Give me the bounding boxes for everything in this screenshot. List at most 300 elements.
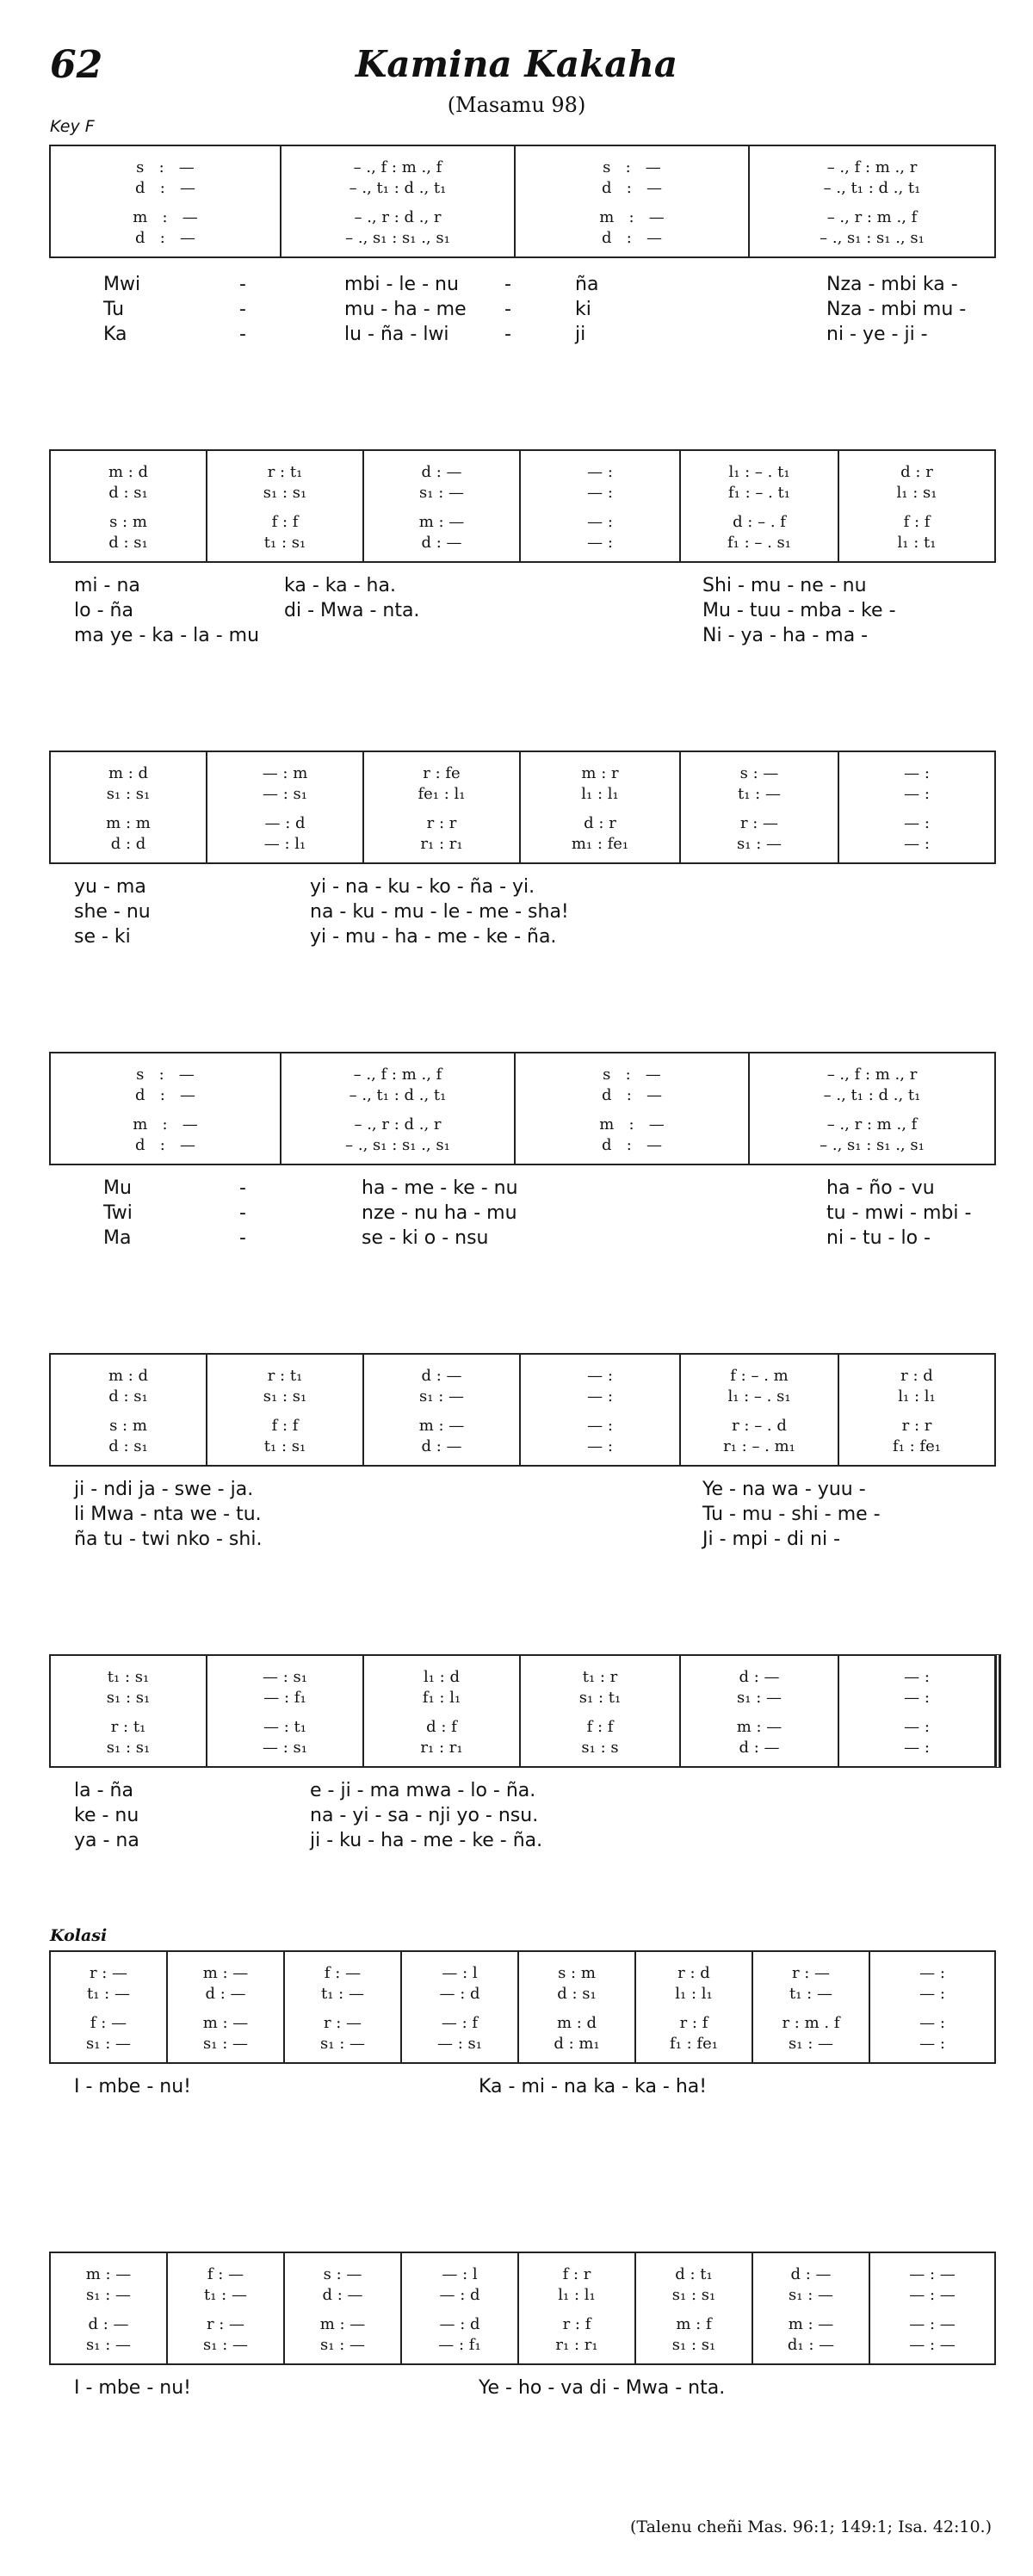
solfa-line: f : — xyxy=(324,1964,362,1982)
lyric-segment: Tu - mu - shi - me - xyxy=(702,1504,881,1525)
lyric-segment: - xyxy=(239,274,246,295)
solfa-line: s₁ : — xyxy=(320,2035,365,2053)
measure xyxy=(839,752,994,862)
solfa-line: — : xyxy=(904,835,930,853)
solfa-line: s₁ : — xyxy=(737,835,782,853)
measure xyxy=(521,1355,681,1465)
solfa-line: s₁ : — xyxy=(789,2035,833,2053)
solfa-line: — : xyxy=(904,785,930,803)
solfa-line: — : xyxy=(587,1367,613,1385)
solfa-line: s₁ : — xyxy=(203,2035,248,2053)
measure xyxy=(516,1053,750,1164)
music-staff xyxy=(49,1950,996,2064)
lyrics-block xyxy=(0,2377,1033,2402)
lyric-line xyxy=(0,1227,1033,1252)
measure xyxy=(207,1355,364,1465)
lyric-segment: yi - mu - ha - me - ke - ña. xyxy=(310,926,557,948)
measure xyxy=(519,1952,636,2062)
lyric-segment: ya - na xyxy=(74,1830,139,1851)
measure xyxy=(51,1355,207,1465)
lyric-segment: - xyxy=(504,324,511,345)
measure xyxy=(636,1952,753,2062)
lyric-segment: - xyxy=(239,324,246,345)
solfa-line: – ., t₁ : d ., t₁ xyxy=(823,179,921,197)
solfa-line: r₁ : – . m₁ xyxy=(723,1437,795,1455)
measure xyxy=(207,451,364,561)
solfa-line: d : — xyxy=(602,229,662,247)
solfa-line: d : – . f xyxy=(733,513,786,531)
measure xyxy=(681,1656,839,1766)
measure xyxy=(681,451,839,561)
solfa-line: s₁ : s xyxy=(581,1739,619,1757)
lyric-segment: she - nu xyxy=(74,901,151,923)
lyric-segment: e - ji - ma mwa - lo - ña. xyxy=(310,1780,536,1801)
solfa-line: — : xyxy=(587,1437,613,1455)
solfa-line: — : t₁ xyxy=(263,1718,306,1736)
measure xyxy=(516,146,750,256)
lyric-segment: I - mbe - nu! xyxy=(74,2377,191,2399)
solfa-line: – ., f : m ., f xyxy=(353,1066,442,1084)
lyric-segment: Ma xyxy=(103,1227,132,1249)
solfa-line: d : — xyxy=(421,534,462,552)
solfa-line: — : xyxy=(904,764,930,782)
lyric-segment: ha - ño - vu xyxy=(826,1177,935,1199)
solfa-line: m : d xyxy=(108,1367,149,1385)
measure xyxy=(207,1656,364,1766)
lyric-segment: lo - ña xyxy=(74,600,133,621)
solfa-line: r : r xyxy=(901,1417,932,1435)
solfa-line: d : d xyxy=(110,835,146,853)
solfa-line: s₁ : s₁ xyxy=(106,785,151,803)
lyric-line xyxy=(0,1504,1033,1529)
solfa-line: — : s₁ xyxy=(263,1739,307,1757)
solfa-line: t₁ : — xyxy=(789,1985,832,2003)
solfa-line: s₁ : — xyxy=(789,2286,833,2304)
solfa-line: r₁ : r₁ xyxy=(555,2336,598,2354)
solfa-line: — : xyxy=(587,1417,613,1435)
lyric-line xyxy=(0,299,1033,324)
lyrics-block xyxy=(0,1780,1033,1855)
lyric-segment: lu - ña - lwi xyxy=(344,324,449,345)
measure xyxy=(51,1053,281,1164)
solfa-line: — : l xyxy=(442,2265,478,2283)
solfa-line: r₁ : r₁ xyxy=(420,1739,463,1757)
page-number: 62 xyxy=(50,43,103,87)
measure xyxy=(51,1656,207,1766)
solfa-line: t₁ : s₁ xyxy=(263,1437,306,1455)
solfa-line: r : d xyxy=(900,1367,933,1385)
measure xyxy=(402,2253,519,2363)
measure xyxy=(51,1952,168,2062)
solfa-line: f₁ : – . s₁ xyxy=(727,534,791,552)
solfa-line: r : fe xyxy=(423,764,461,782)
solfa-line: s : — xyxy=(603,158,661,176)
solfa-line: r : – . d xyxy=(732,1417,787,1435)
lyric-segment: - xyxy=(239,1177,246,1199)
solfa-line: m₁ : fe₁ xyxy=(571,835,629,853)
solfa-line: f : – . m xyxy=(730,1367,789,1385)
measure xyxy=(519,2253,636,2363)
solfa-line: r : t₁ xyxy=(267,463,303,481)
solfa-line: s₁ : s₁ xyxy=(671,2286,716,2304)
solfa-line: – ., f : m ., r xyxy=(826,1066,918,1084)
solfa-line: m : — xyxy=(202,1964,249,1982)
solfa-line: d : — xyxy=(602,1086,662,1104)
measure xyxy=(364,451,521,561)
lyric-line xyxy=(0,1177,1033,1202)
solfa-line: s₁ : — xyxy=(419,1387,464,1405)
solfa-line: – ., s₁ : s₁ ., s₁ xyxy=(820,229,925,247)
solfa-line: — : xyxy=(919,2014,945,2032)
lyric-segment: ña tu - twi nko - shi. xyxy=(74,1529,263,1550)
solfa-line: s : — xyxy=(603,1066,661,1084)
solfa-line: m : — xyxy=(418,1417,465,1435)
solfa-line: – ., r : m ., f xyxy=(826,1115,918,1134)
solfa-line: s : — xyxy=(136,1066,195,1084)
solfa-line: f : f xyxy=(271,1417,299,1435)
lyric-segment: nze - nu ha - mu xyxy=(362,1202,517,1224)
solfa-line: f : f xyxy=(903,513,931,531)
solfa-line: r : t₁ xyxy=(110,1718,146,1736)
solfa-line: m : d xyxy=(108,764,149,782)
lyric-segment: ha - me - ke - nu xyxy=(362,1177,518,1199)
measure xyxy=(364,1656,521,1766)
solfa-line: – ., t₁ : d ., t₁ xyxy=(349,179,447,197)
solfa-line: — : d xyxy=(264,814,306,832)
solfa-line: d : — xyxy=(135,229,195,247)
solfa-line: — : xyxy=(904,1689,930,1707)
solfa-line: — : d xyxy=(439,2315,480,2333)
solfa-line: m : — xyxy=(418,513,465,531)
solfa-line: m : — xyxy=(319,2315,366,2333)
solfa-line: — : f₁ xyxy=(263,1689,306,1707)
solfa-line: — : xyxy=(904,1739,930,1757)
lyric-segment: tu - mwi - mbi - xyxy=(826,1202,972,1224)
solfa-line: r : — xyxy=(89,1964,128,1982)
solfa-line: r : — xyxy=(323,2014,362,2032)
lyrics-block xyxy=(0,1177,1033,1252)
solfa-line: d : — xyxy=(602,1136,662,1154)
measure xyxy=(750,146,994,256)
lyric-segment: ña xyxy=(575,274,599,295)
measure xyxy=(51,146,281,256)
measure xyxy=(207,752,364,862)
solfa-line: — : xyxy=(904,814,930,832)
measure xyxy=(521,752,681,862)
solfa-line: t₁ : s₁ xyxy=(107,1668,150,1686)
lyric-line xyxy=(0,1479,1033,1504)
solfa-line: l₁ : l₁ xyxy=(558,2286,596,2304)
measure xyxy=(636,2253,753,2363)
solfa-line: d : — xyxy=(602,179,662,197)
measure xyxy=(51,2253,168,2363)
lyric-segment: Ni - ya - ha - ma - xyxy=(702,625,869,646)
measure xyxy=(364,752,521,862)
lyric-segment: mu - ha - me xyxy=(344,299,467,320)
solfa-line: — : d xyxy=(439,2286,480,2304)
solfa-line: r : d xyxy=(677,1964,710,1982)
solfa-line: d : — xyxy=(322,2286,363,2304)
lyric-segment: - xyxy=(504,274,511,295)
solfa-line: d : — xyxy=(739,1668,780,1686)
lyric-segment: ka - ka - ha. xyxy=(284,575,396,596)
solfa-line: – ., t₁ : d ., t₁ xyxy=(349,1086,447,1104)
solfa-line: — : d xyxy=(439,1985,480,2003)
lyric-segment: - xyxy=(504,299,511,320)
measure xyxy=(51,451,207,561)
lyric-segment: Mwi xyxy=(103,274,141,295)
solfa-line: d : — xyxy=(421,1437,462,1455)
solfa-line: d : r xyxy=(584,814,616,832)
solfa-line: s₁ : s₁ xyxy=(671,2336,716,2354)
solfa-line: s₁ : — xyxy=(737,1689,782,1707)
lyric-line xyxy=(0,600,1033,625)
lyric-segment: mbi - le - nu xyxy=(344,274,459,295)
measure xyxy=(521,451,681,561)
lyric-segment: na - yi - sa - nji yo - nsu. xyxy=(310,1805,539,1826)
solfa-line: f₁ : l₁ xyxy=(422,1689,461,1707)
lyric-line xyxy=(0,1202,1033,1227)
solfa-line: m : d xyxy=(556,2014,597,2032)
measure xyxy=(285,2253,402,2363)
measure xyxy=(402,1952,519,2062)
solfa-line: s : — xyxy=(739,764,779,782)
lyric-segment: Ka - mi - na ka - ka - ha! xyxy=(479,2076,708,2097)
lyric-segment: Twi xyxy=(103,1202,133,1224)
solfa-line: d : — xyxy=(421,1367,462,1385)
solfa-line: d₁ : — xyxy=(787,2336,835,2354)
solfa-line: d : — xyxy=(135,1136,195,1154)
music-staff xyxy=(49,751,996,864)
lyric-segment: se - ki xyxy=(74,926,131,948)
solfa-line: — : xyxy=(587,513,613,531)
solfa-line: d : — xyxy=(739,1739,780,1757)
solfa-line: r : — xyxy=(206,2315,245,2333)
lyric-line xyxy=(0,575,1033,600)
solfa-line: r : r xyxy=(426,814,457,832)
solfa-line: s : m xyxy=(109,1417,147,1435)
solfa-line: — : f₁ xyxy=(438,2336,481,2354)
lyric-segment: ji - ku - ha - me - ke - ña. xyxy=(310,1830,543,1851)
solfa-line: – ., r : m ., f xyxy=(826,208,918,226)
lyric-line xyxy=(0,2377,1033,2402)
solfa-line: — : — xyxy=(909,2265,956,2283)
lyric-segment: na - ku - mu - le - me - sha! xyxy=(310,901,569,923)
solfa-line: m : — xyxy=(599,208,665,226)
solfa-line: – ., r : d ., r xyxy=(354,1115,442,1134)
solfa-line: l₁ : l₁ xyxy=(581,785,619,803)
music-staff xyxy=(49,1052,996,1165)
lyric-segment: ma ye - ka - la - mu xyxy=(74,625,260,646)
solfa-line: — : l₁ xyxy=(263,835,306,853)
lyric-line xyxy=(0,1529,1033,1554)
solfa-line: s : — xyxy=(136,158,195,176)
measure xyxy=(870,2253,994,2363)
measure xyxy=(281,1053,516,1164)
solfa-line: — : xyxy=(587,463,613,481)
solfa-line: – ., s₁ : s₁ ., s₁ xyxy=(345,1136,450,1154)
solfa-line: — : — xyxy=(909,2286,956,2304)
solfa-line: m : — xyxy=(133,1115,198,1134)
solfa-line: d : — xyxy=(88,2315,129,2333)
solfa-line: m : m xyxy=(106,814,151,832)
solfa-line: – ., f : m ., r xyxy=(826,158,918,176)
lyric-line xyxy=(0,625,1033,650)
hymn-subtitle: (Masamu 98) xyxy=(447,93,586,117)
music-staff xyxy=(49,449,996,563)
lyric-segment: Mu - tuu - mba - ke - xyxy=(702,600,896,621)
measure xyxy=(753,1952,870,2062)
solfa-line: — : m xyxy=(262,764,308,782)
lyric-segment: Tu xyxy=(103,299,125,320)
solfa-line: m : f xyxy=(676,2315,712,2333)
solfa-line: f : f xyxy=(586,1718,614,1736)
solfa-line: d : s₁ xyxy=(108,534,148,552)
solfa-line: fe₁ : l₁ xyxy=(418,785,466,803)
solfa-line: r : f xyxy=(679,2014,708,2032)
solfa-line: d : — xyxy=(790,2265,832,2283)
solfa-line: s : m xyxy=(109,513,147,531)
scripture-references: (Talenu cheñi Mas. 96:1; 149:1; Isa. 42:10.) xyxy=(629,2517,992,2536)
solfa-line: d : m₁ xyxy=(554,2035,600,2053)
lyric-line xyxy=(0,1780,1033,1805)
measure xyxy=(870,1952,994,2062)
lyric-segment: li Mwa - nta we - tu. xyxy=(74,1504,262,1525)
lyrics-block xyxy=(0,876,1033,951)
lyric-line xyxy=(0,926,1033,951)
solfa-line: r : — xyxy=(791,1964,831,1982)
key-signature: Key F xyxy=(50,117,95,136)
solfa-line: s₁ : s₁ xyxy=(263,1387,307,1405)
lyrics-block xyxy=(0,1479,1033,1554)
solfa-line: d : f xyxy=(426,1718,457,1736)
solfa-line: t₁ : r xyxy=(582,1668,618,1686)
lyric-segment: - xyxy=(239,299,246,320)
measure xyxy=(839,451,994,561)
lyric-segment: yi - na - ku - ko - ña - yi. xyxy=(310,876,535,898)
solfa-line: – ., s₁ : s₁ ., s₁ xyxy=(820,1136,925,1154)
solfa-line: s : m xyxy=(558,1964,596,1982)
solfa-line: d : — xyxy=(135,179,195,197)
solfa-line: — : xyxy=(919,1964,945,1982)
lyric-line xyxy=(0,274,1033,299)
lyric-segment: ke - nu xyxy=(74,1805,139,1826)
solfa-line: r : — xyxy=(739,814,779,832)
measure xyxy=(364,1355,521,1465)
solfa-line: m : — xyxy=(788,2315,834,2333)
solfa-line: t₁ : s₁ xyxy=(263,534,306,552)
lyric-segment: - xyxy=(239,1227,246,1249)
solfa-line: s₁ : s₁ xyxy=(106,1739,151,1757)
solfa-line: — : xyxy=(587,534,613,552)
lyric-segment: di - Mwa - nta. xyxy=(284,600,420,621)
solfa-line: — : xyxy=(904,1718,930,1736)
solfa-line: d : — xyxy=(205,1985,246,2003)
measure xyxy=(681,752,839,862)
solfa-line: l₁ : d xyxy=(423,1668,460,1686)
solfa-line: d : t₁ xyxy=(675,2265,713,2283)
measure xyxy=(168,1952,285,2062)
solfa-line: f : — xyxy=(90,2014,127,2032)
lyric-segment: - xyxy=(239,1202,246,1224)
lyric-segment: mi - na xyxy=(74,575,140,596)
solfa-line: r : m . f xyxy=(782,2014,840,2032)
solfa-line: — : s₁ xyxy=(437,2035,482,2053)
lyric-segment: Ye - na wa - yuu - xyxy=(702,1479,866,1500)
lyric-line xyxy=(0,901,1033,926)
lyric-segment: I - mbe - nu! xyxy=(74,2076,191,2097)
lyric-segment: ki xyxy=(575,299,591,320)
lyric-line xyxy=(0,876,1033,901)
solfa-line: f : r xyxy=(562,2265,591,2283)
lyric-line xyxy=(0,2076,1033,2101)
solfa-line: l₁ : – . s₁ xyxy=(727,1387,791,1405)
solfa-line: – ., t₁ : d ., t₁ xyxy=(823,1086,921,1104)
solfa-line: m : — xyxy=(202,2014,249,2032)
measure xyxy=(750,1053,994,1164)
solfa-line: — : — xyxy=(909,2315,956,2333)
solfa-line: f : — xyxy=(207,2265,244,2283)
solfa-line: l₁ : l₁ xyxy=(898,1387,936,1405)
solfa-line: s₁ : — xyxy=(419,484,464,502)
music-staff xyxy=(49,2252,996,2365)
lyric-segment: Nza - mbi mu - xyxy=(826,299,967,320)
lyric-segment: ji xyxy=(575,324,586,345)
solfa-line: — : s₁ xyxy=(263,785,307,803)
lyric-segment: Shi - mu - ne - nu xyxy=(702,575,867,596)
solfa-line: f : f xyxy=(271,513,299,531)
lyric-segment: ji - ndi ja - swe - ja. xyxy=(74,1479,254,1500)
solfa-line: – ., s₁ : s₁ ., s₁ xyxy=(345,229,450,247)
solfa-line: s₁ : — xyxy=(203,2336,248,2354)
solfa-line: f₁ : fe₁ xyxy=(893,1437,941,1455)
lyric-line xyxy=(0,324,1033,349)
solfa-line: — : xyxy=(919,2035,945,2053)
lyric-segment: ni - tu - lo - xyxy=(826,1227,931,1249)
solfa-line: t₁ : — xyxy=(738,785,781,803)
solfa-line: l₁ : t₁ xyxy=(897,534,937,552)
solfa-line: t₁ : — xyxy=(321,1985,364,2003)
solfa-line: t₁ : — xyxy=(87,1985,130,2003)
solfa-line: s₁ : s₁ xyxy=(106,1689,151,1707)
solfa-line: s₁ : — xyxy=(320,2336,365,2354)
lyric-segment: Ye - ho - va di - Mwa - nta. xyxy=(479,2377,726,2399)
solfa-line: — : xyxy=(587,484,613,502)
measure xyxy=(681,1355,839,1465)
solfa-line: m : — xyxy=(133,208,198,226)
solfa-line: — : l xyxy=(442,1964,478,1982)
solfa-line: r : f xyxy=(562,2315,591,2333)
solfa-line: d : s₁ xyxy=(108,1387,148,1405)
measure xyxy=(753,2253,870,2363)
lyrics-block xyxy=(0,274,1033,349)
solfa-line: — : xyxy=(919,1985,945,2003)
solfa-line: s₁ : t₁ xyxy=(578,1689,622,1707)
solfa-line: l₁ : l₁ xyxy=(675,1985,713,2003)
solfa-line: f₁ : – . t₁ xyxy=(728,484,790,502)
lyric-segment: Nza - mbi ka - xyxy=(826,274,958,295)
solfa-line: m : — xyxy=(599,1115,665,1134)
lyric-segment: la - ña xyxy=(74,1780,133,1801)
solfa-line: s₁ : — xyxy=(86,2336,131,2354)
music-staff xyxy=(49,1353,996,1467)
lyrics-block xyxy=(0,2076,1033,2101)
solfa-line: m : — xyxy=(736,1718,782,1736)
solfa-line: — : s₁ xyxy=(263,1668,307,1686)
solfa-line: r : t₁ xyxy=(267,1367,303,1385)
solfa-line: m : d xyxy=(108,463,149,481)
measure xyxy=(521,1656,681,1766)
